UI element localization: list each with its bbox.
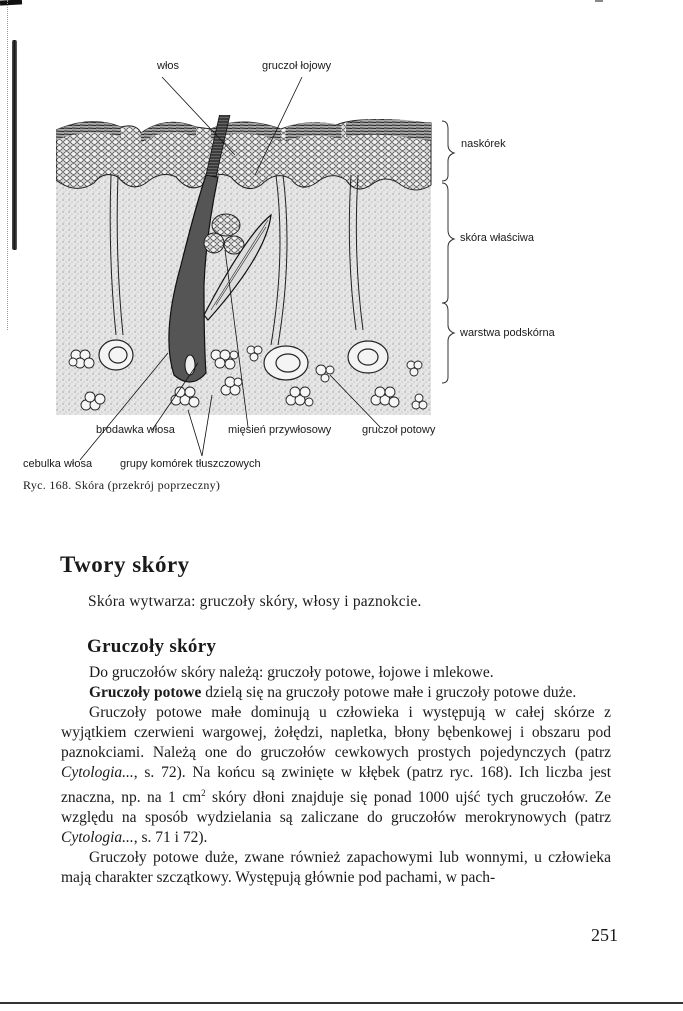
- reference-cytologia: Cytologia...: [61, 764, 134, 781]
- paragraph-3: Gruczoły potowe małe dominują u człowieka i występują w całej skórze z wyjątkiem czerwieni wargowej, żołędzi, napletka, błony bębenkowej i obszaru pod paznokciami. Należą one do gruczołów cewkowych prostych pojedynczych (patrz Cytologia..., s. 72). Na końcu są zwinięte w kłębek (patrz ryc. 168). Ich liczba jest znaczna, np. na 1 $cm^2$ skóry dłoni znajduje się ponad 1000 ujść tych gruczołów. Ze względu na sposób wydzielania są zaliczane do gruczołów merokrynowych (patrz Cytologia..., s. 71 i 72).: [61, 704, 612, 847]
- subsection-title: Gruczoły skóry: [87, 636, 217, 657]
- label-epidermis: naskórek: [461, 138, 506, 150]
- skin-cross-section-figure: [23, 55, 640, 495]
- label-subcutaneous-layer: warstwa podskórna: [460, 327, 555, 339]
- section-title: Twory skóry: [60, 552, 190, 577]
- label-sebaceous-gland: gruczoł łojowy: [262, 60, 332, 72]
- page-number: 251: [591, 925, 618, 945]
- scan-artifact-binding: [12, 40, 17, 250]
- section-lead: Skóra wytwarza: gruczoły skóry, włosy i paznokcie.: [88, 593, 422, 610]
- label-hair-bulb: cebulka włosa: [23, 458, 93, 470]
- scan-artifact-corner: [0, 0, 22, 6]
- reference-cytologia: Cytologia...: [61, 829, 134, 847]
- label-hair: włos: [157, 60, 180, 72]
- scan-artifact-tick: [595, 0, 603, 2]
- scan-artifact-dots: [7, 0, 9, 330]
- label-dermis: skóra właściwa: [460, 232, 534, 244]
- figure-caption: Ryc. 168. Skóra (przekrój poprzeczny): [23, 478, 221, 492]
- term-sweat-glands: Gruczoły potowe: [89, 684, 202, 701]
- paragraph-2: Gruczoły potowe dzielą się na gruczoły potowe małe i gruczoły potowe duże.: [89, 684, 577, 701]
- paragraph-4: Gruczoły potowe duże, zwane również zapachowymi lub wonnymi, u człowieka mają charakter szczątkowy. Występują głównie pod pachami, w pach-: [61, 849, 611, 887]
- label-arrector-pili: mięsień przywłosowy: [228, 424, 332, 436]
- label-fat-cell-groups: grupy komórek tłuszczowych: [120, 458, 261, 470]
- body-text: [61, 663, 611, 888]
- label-sweat-gland: gruczoł potowy: [362, 424, 436, 436]
- label-hair-papilla: brodawka włosa: [96, 424, 175, 436]
- page-bottom-edge: [0, 1002, 683, 1004]
- paragraph-1: Do gruczołów skóry należą: gruczoły potowe, łojowe i mlekowe.: [89, 664, 494, 681]
